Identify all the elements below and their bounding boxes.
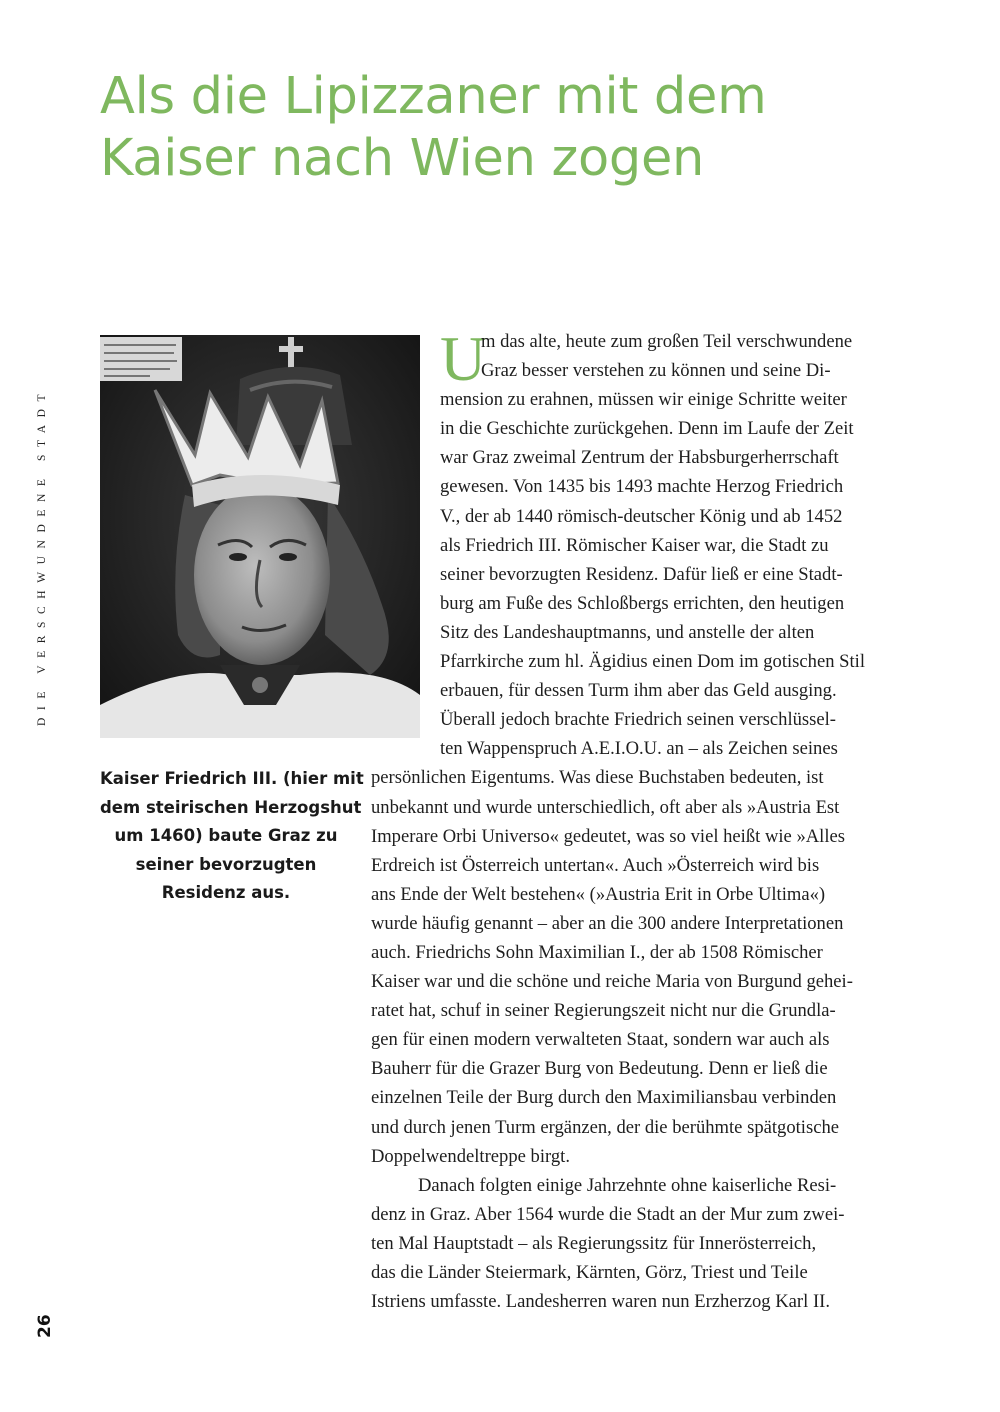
article-body xyxy=(0,323,1000,1316)
body-line: Graz besser verstehen zu können und seine Di- xyxy=(481,360,831,382)
body-line: ans Ende der Welt bestehen« (»Austria Erit in Orbe Ultima«) xyxy=(371,883,826,905)
body-line: Danach folgten einige Jahrzehnte ohne kaiserliche Resi- xyxy=(418,1174,837,1196)
body-line: ratet hat, schuf in seiner Regierungszeit nicht nur die Grundla- xyxy=(371,1000,836,1022)
body-line: ten Mal Hauptstadt – als Regierungssitz für Innerösterreich, xyxy=(371,1232,817,1254)
body-line: wurde häufig genannt – aber an die 300 andere Interpretationen xyxy=(371,912,844,934)
body-line: seiner bevorzugten Residenz. Dafür ließ er eine Stadt- xyxy=(440,563,843,585)
body-line: unbekannt und wurde unterschiedlich, oft aber als »Austria Est xyxy=(371,796,840,818)
body-line: Pfarrkirche zum hl. Ägidius einen Dom im gotischen Stil xyxy=(440,651,866,673)
body-line: denz in Graz. Aber 1564 wurde die Stadt an der Mur zum zwei- xyxy=(371,1203,845,1225)
title-line-2: Kaiser nach Wien zogen xyxy=(100,129,705,188)
body-line: Istriens umfasste. Landesherren waren nun Erzherzog Karl II. xyxy=(371,1291,830,1313)
body-line: erbauen, für dessen Turm ihm aber das Geld ausging. xyxy=(440,680,837,702)
body-line: das die Länder Steiermark, Kärnten, Görz, Triest und Teile xyxy=(371,1262,808,1283)
body-line: ten Wappenspruch A.E.I.O.U. an – als Zeichen seines xyxy=(440,738,838,760)
body-line: Erdreich ist Österreich untertan«. Auch »Österreich wird bis xyxy=(371,854,820,876)
caption-line: um 1460) baute Graz zu xyxy=(114,826,338,845)
page-number: 26 xyxy=(35,1314,55,1338)
body-line: Sitz des Landeshauptmanns, und anstelle der alten xyxy=(440,621,815,643)
body-line: mension zu erahnen, müssen wir einige Schritte weiter xyxy=(440,389,847,411)
body-line: einzelnen Teile der Burg durch den Maximiliansbau verbinden xyxy=(371,1087,837,1109)
body-line: Imperare Orbi Universo« gedeutet, was so viel heißt wie »Alles xyxy=(371,825,846,847)
body-line: gen für einen modern verwalteten Staat, sondern war auch als xyxy=(371,1029,830,1051)
body-line: gewesen. Von 1435 bis 1493 machte Herzog Friedrich xyxy=(440,476,844,498)
body-line: Kaiser war und die schöne und reiche Maria von Burgund gehei- xyxy=(371,971,853,993)
caption-line: Kaiser Friedrich III. (hier mit xyxy=(100,769,364,788)
caption-line: Residenz aus. xyxy=(161,883,291,902)
body-line: Bauherr für die Grazer Burg von Bedeutung. Denn er ließ die xyxy=(371,1058,828,1080)
body-line: m das alte, heute zum großen Teil verschwundene xyxy=(481,331,853,352)
body-line: war Graz zweimal Zentrum der Habsburgerherrschaft xyxy=(440,447,839,469)
caption-line: dem steirischen Herzogshut xyxy=(100,797,362,817)
running-head: DIE VERSCHWUNDENE STADT xyxy=(36,386,48,726)
drop-cap: U xyxy=(440,323,487,394)
caption-line: seiner bevorzugten xyxy=(135,854,317,874)
body-line: burg am Fuße des Schloßbergs errichten, den heutigen xyxy=(440,592,845,614)
body-line: in die Geschichte zurückgehen. Denn im Laufe der Zeit xyxy=(440,418,854,440)
body-line: als Friedrich III. Römischer Kaiser war, die Stadt zu xyxy=(440,534,829,556)
body-line: auch. Friedrichs Sohn Maximilian I., der ab 1508 Römischer xyxy=(371,941,823,963)
body-line: und durch jenen Turm ergänzen, der die berühmte spätgotische xyxy=(371,1116,839,1138)
body-line: V., der ab 1440 römisch-deutscher König und ab 1452 xyxy=(440,505,843,527)
title-line-1: Als die Lipizzaner mit dem xyxy=(100,67,767,126)
page-title xyxy=(100,66,920,190)
body-line: Überall jedoch brachte Friedrich seinen verschlüssel- xyxy=(440,709,836,731)
body-line: Doppelwendeltreppe birgt. xyxy=(371,1145,570,1167)
body-line: persönlichen Eigentums. Was diese Buchstaben bedeuten, ist xyxy=(371,767,824,789)
